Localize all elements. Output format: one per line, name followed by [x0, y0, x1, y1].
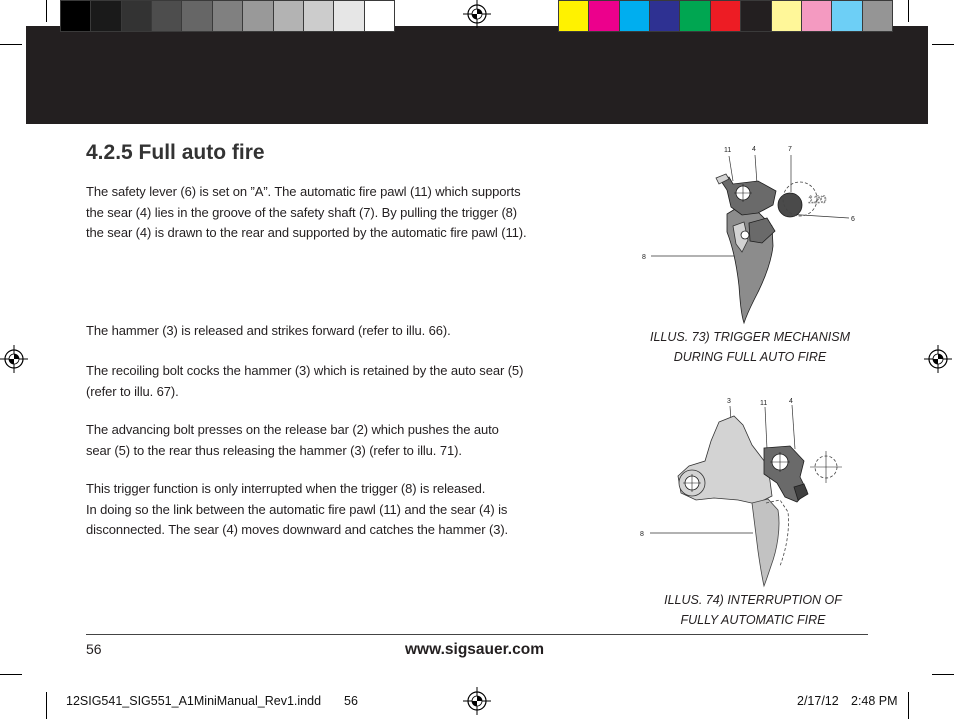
leader-line — [792, 405, 795, 449]
part-label: 6 — [851, 216, 855, 223]
gray-swatch — [122, 1, 152, 31]
crop-mark — [908, 692, 909, 719]
trigger-part — [752, 499, 779, 586]
color-swatch — [650, 1, 680, 31]
gray-swatch — [213, 1, 243, 31]
caption-line: ILLUS. 73) TRIGGER MECHANISM — [649, 330, 851, 344]
text-line: The hammer (3) is released and strikes forward (refer to illu. 66). — [86, 323, 451, 338]
part-label: 8 — [642, 254, 646, 261]
gray-swatch — [91, 1, 121, 31]
registration-mark — [463, 687, 491, 715]
illustration-73-diagram — [630, 136, 870, 326]
body-paragraph — [86, 479, 508, 541]
section-heading: 4.2.5 Full auto fire — [86, 141, 265, 164]
color-swatch — [559, 1, 589, 31]
gray-swatch — [365, 1, 394, 31]
text-line: disconnected. The sear (4) moves downward and catches the hammer (3). — [86, 522, 509, 537]
gray-swatch — [274, 1, 304, 31]
pawl-pin — [741, 231, 749, 239]
text-line: The recoiling bolt cocks the hammer (3) which is retained by the auto sear (5) — [86, 363, 524, 378]
process-color-bar — [558, 0, 893, 32]
gray-swatch — [334, 1, 364, 31]
gray-swatch — [304, 1, 334, 31]
caption-line: FULLY AUTOMATIC FIRE — [680, 613, 826, 627]
part-label: 8 — [640, 531, 644, 538]
text-line: the sear (4) lies in the groove of the safety shaft (7). By pulling the trigger (8) — [86, 204, 518, 220]
crop-mark — [46, 692, 47, 719]
text-line: The advancing bolt presses on the release bar (2) which pushes the auto — [86, 422, 499, 437]
color-swatch — [832, 1, 862, 31]
grayscale-color-bar — [60, 0, 395, 32]
gray-swatch — [182, 1, 212, 31]
registration-mark — [924, 345, 952, 373]
crop-mark — [932, 44, 954, 45]
color-swatch — [589, 1, 619, 31]
gray-swatch — [61, 1, 91, 31]
caption-line: DURING FULL AUTO FIRE — [673, 350, 827, 364]
website-url: www.sigsauer.com — [405, 641, 544, 658]
color-swatch — [711, 1, 741, 31]
crop-mark — [0, 674, 22, 675]
slug-filename: 12SIG541_SIG551_A1MiniManual_Rev1.indd — [66, 694, 322, 708]
color-swatch — [772, 1, 802, 31]
text-line: the sear (4) is drawn to the rear and supported by the automatic fire pawl (11). — [86, 225, 527, 240]
color-swatch — [680, 1, 710, 31]
text-line: In doing so the link between the automatic fire pawl (11) and the sear (4) is — [86, 501, 508, 517]
leader-line — [755, 155, 757, 184]
angle-label: 120 — [808, 194, 827, 206]
slug-page: 56 — [344, 694, 358, 708]
header-band — [26, 26, 928, 124]
gray-swatch — [243, 1, 273, 31]
caption-line: ILLUS. 74) INTERRUPTION OF — [664, 593, 842, 607]
color-swatch — [802, 1, 832, 31]
figure-caption — [633, 590, 873, 630]
part-label: 4 — [789, 398, 793, 405]
text-line: This trigger function is only interrupted when the trigger (8) is released. — [86, 481, 486, 496]
color-swatch — [741, 1, 771, 31]
part-label: 11 — [724, 147, 732, 154]
part-label: 11 — [760, 400, 768, 407]
page-number: 56 — [86, 641, 102, 657]
part-label: 4 — [752, 146, 756, 153]
crop-mark — [46, 0, 47, 22]
text-line: The safety lever (6) is set on ”A”. The automatic fire pawl (11) which supports — [86, 184, 521, 199]
text-line: (refer to illu. 67). — [86, 383, 179, 399]
slug-date: 2/17/12 — [797, 694, 839, 708]
color-swatch — [620, 1, 650, 31]
crop-mark — [908, 0, 909, 22]
part-label: 7 — [788, 146, 792, 153]
registration-mark — [0, 345, 28, 373]
slug-time: 2:48 PM — [851, 694, 898, 708]
color-swatch — [863, 1, 892, 31]
body-paragraph — [86, 182, 527, 244]
registration-mark — [463, 0, 491, 28]
body-paragraph — [86, 321, 451, 342]
part-label: 3 — [727, 398, 731, 405]
gray-swatch — [152, 1, 182, 31]
body-paragraph — [86, 420, 499, 461]
figure-caption — [630, 327, 870, 367]
footer-rule — [86, 634, 868, 635]
crop-mark — [0, 44, 22, 45]
text-line: sear (5) to the rear thus releasing the hammer (3) (refer to illu. 71). — [86, 442, 462, 458]
safety-shaft — [778, 193, 802, 217]
crop-mark — [932, 674, 954, 675]
body-paragraph — [86, 361, 523, 402]
illustration-74-diagram — [630, 392, 870, 588]
leader-line — [765, 407, 767, 449]
